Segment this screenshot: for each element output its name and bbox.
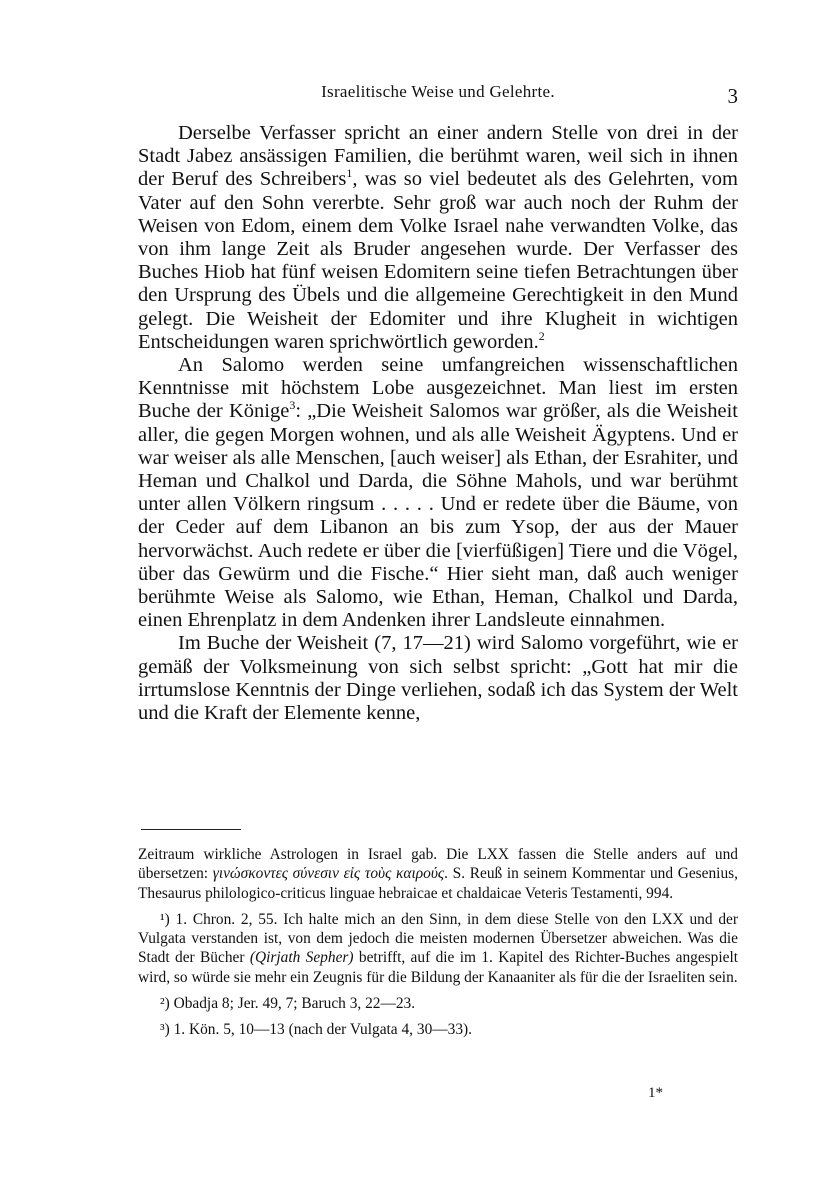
footnote-continuation-text-b: . S. Reuß in seinem Kommentar und Gesenius, Thesaurus philologico-criticus linguae hebraicae et chaldaicae Veteris Testamenti, 994. [138,865,738,902]
footnote-1-mark: ¹) [160,910,170,928]
main-text [138,122,738,725]
greek-quote: γινώσκοντες σύνεσιν εἰς τοὺς καιρούς [212,865,445,883]
footnote-1-text-b: betrifft, auf die im 1. Kapitel des Richter-Buches angespielt wird, so würde sie mehr ein Zeugnis für die Bildung der Kanaaniter als für die der Israeliten sein. [138,949,739,986]
footnote-continuation [138,845,738,903]
footnote-2 [138,994,738,1013]
page-header [138,80,738,110]
paragraph-1 [138,122,738,354]
footnote-3 [138,1020,738,1039]
paragraph-3: Im Buche der Weisheit (7, 17—21) wird Salomo vorgeführt, wie er gemäß der Volksmeinung von sich selbst spricht: „Gott hat mir die irrtumslose Kenntnis der Dinge verliehen, sodaß ich das System der Welt und die Kraft der Elemente kenne, [138,632,738,725]
footnote-3-text: 1. Kön. 5, 10—13 (nach der Vulgata 4, 30—33). [169,1021,473,1039]
footnote-1 [138,910,738,987]
footnote-divider [141,829,241,830]
paragraph-2-text-a: An Salomo werden seine umfangreichen wissenschaftlichen Kenntnisse mit höchstem Lobe ausgezeichnet. Man liest im ersten Buche der Könige [138,354,738,423]
paragraph-1-text-a: Derselbe Verfasser spricht an einer andern Stelle von drei in der Stadt Jabez ansässigen Familien, die berühmt waren, weil sich in ihnen der Beruf des Schreibers [138,122,738,191]
footnote-2-text: Obadja 8; Jer. 49, 7; Baruch 3, 22—23. [169,995,416,1013]
paragraph-1-text-b: , was so viel bedeutet als des Gelehrten, vom Vater auf den Sohn vererbte. Sehr groß war auch noch der Ruhm der Weisen von Edom, einem dem Volke Israel nahe verwandten Volke, das von ihm lange Zeit als Bruder angesehen wurde. Der Verfasser des Buches Hiob hat fünf weisen Edomitern seine tiefen Betrachtungen über den Ursprung des Übels und die allgemeine Gerechtigkeit in den Mund gelegt. Die Weisheit der Edomiter und ihre Klugheit in wichtigen Entscheidungen waren sprichwörtlich geworden. [138,168,738,353]
footnotes [138,845,738,1040]
footnote-2-mark: ²) [160,995,170,1013]
paragraph-2 [138,354,738,632]
footnote-continuation-text-a: Zeitraum wirkliche Astrologen in Israel gab. Die LXX fassen die Stelle anders auf und übersetzen: [138,846,738,883]
footnote-ref-3: 3 [289,398,296,413]
footnote-ref-2: 2 [538,329,545,343]
running-title: Israelitische Weise und Gelehrte. [321,82,555,101]
footnote-ref-1: 1 [346,166,353,181]
footnote-1-italic: (Qirjath Sepher) [249,949,354,967]
footnote-1-text-a: 1. Chron. 2, 55. Ich halte mich an den Sinn, in dem diese Stelle von den LXX und der Vulgata verstanden ist, von dem jedoch die meisten modernen Übersetzer abweichen. Was die Stadt der Bücher [138,910,738,967]
footnote-3-mark: ³) [160,1021,170,1039]
page-number: 3 [727,84,738,108]
paragraph-2-text-b: : „Die Weisheit Salomos war größer, als die Weisheit aller, die gegen Morgen wohnen, und als alle Weisheit Ägyptens. Und er war weiser als alle Menschen, [auch weiser] als Ethan, der Esrahiter, und Heman und Chalkol und Darda, die Söhne Mahols, und war berühmt unter allen Völkern ringsum . . . . . Und er redete über die Bäume, von der Ceder auf dem Libanon an bis zum Ysop, der aus der Mauer hervorwächst. Auch redete er über die [vierfüßigen] Tiere und die Vögel, über das Gewürm und die Fische.“ Hier sieht man, daß auch weniger berühmte Weise als Salomo, wie Ethan, Heman, Chalkol und Darda, einen Ehrenplatz in dem Andenken ihrer Landsleute einnahmen. [138,400,738,632]
printer-signature: 1* [648,1085,663,1101]
